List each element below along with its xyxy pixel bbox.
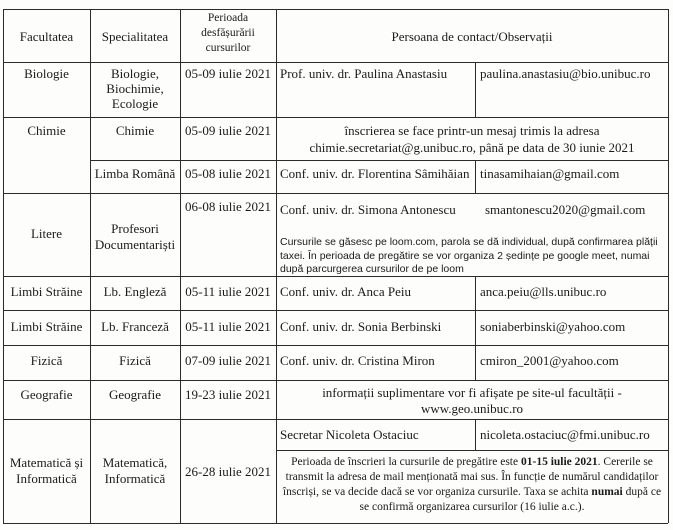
cell-persoana-engleza: Conf. univ. dr. Anca Peiu bbox=[280, 284, 411, 299]
grid-line bbox=[180, 9, 181, 523]
cell-observatii-geografie-2[interactable]: www.geo.unibuc.ro bbox=[420, 401, 524, 416]
grid-line bbox=[475, 160, 476, 193]
grid-line bbox=[3, 345, 668, 346]
cell-persoana-franceza: Conf. univ. dr. Sonia Berbinski bbox=[280, 319, 442, 334]
cell-perioada-romana: 05-08 iulie 2021 bbox=[185, 166, 271, 181]
cell-observatii-profesori: Cursurile se găsesc pe loom.com, parola se dă individual, după confirmarea plății taxei. În perioada de pregătire se vor organiza 2 ședințe pe google meet, numai după parcurgerea cursurilor de pe loom bbox=[280, 236, 658, 276]
cell-specialitate-franceza: Lb. Franceză bbox=[101, 319, 169, 334]
grid-line bbox=[668, 9, 669, 523]
header-perioada-3: cursurilor bbox=[205, 42, 251, 54]
cell-specialitate-geografie: Geografie bbox=[109, 387, 161, 402]
cell-specialitate-profesori-2: Documentariști bbox=[94, 237, 176, 252]
cell-specialitate-romana: Limba Română bbox=[94, 166, 176, 181]
cell-perioada-biologie: 05-09 iulie 2021 bbox=[185, 66, 271, 81]
cell-perioada-chimie: 05-09 iulie 2021 bbox=[185, 123, 271, 138]
cell-persoana-profesori: Conf. univ. dr. Simona Antonescu bbox=[280, 202, 456, 217]
grid-line bbox=[3, 9, 4, 523]
cell-facultate-engleza: Limbi Străine bbox=[10, 284, 83, 299]
cell-facultate-chimie: Chimie bbox=[27, 123, 66, 138]
cell-email-matematica[interactable]: nicoleta.ostaciuc@fmi.unibuc.ro bbox=[480, 427, 650, 442]
cell-specialitate-engleza: Lb. Engleză bbox=[103, 284, 167, 299]
header-facultate: Facultatea bbox=[19, 29, 74, 44]
header-contact: Persoana de contact/Observații bbox=[391, 29, 553, 44]
cell-perioada-franceza: 05-11 iulie 2021 bbox=[185, 319, 271, 334]
cell-specialitate-profesori-1: Profesori bbox=[111, 221, 159, 236]
cell-email-biologie[interactable]: paulina.anastasiu@bio.unibuc.ro bbox=[480, 66, 651, 81]
cell-observatii-chimie-2: chimie.secretariat@g.unibuc.ro, până pe data de 30 iunie 2021 bbox=[309, 140, 635, 155]
cell-email-fizica[interactable]: cmiron_2001@yahoo.com bbox=[480, 353, 619, 368]
obs-text-a: Perioada de înscrieri la cursurile de pregătire este bbox=[291, 456, 519, 468]
header-perioada-2: desfășurării bbox=[201, 27, 255, 39]
grid-line bbox=[3, 117, 668, 118]
grid-line bbox=[3, 419, 668, 420]
grid-line bbox=[475, 419, 476, 450]
grid-line bbox=[3, 310, 668, 311]
cell-specialitate-biologie-2: Biochimie, bbox=[106, 81, 164, 96]
cell-specialitate-biologie-3: Ecologie bbox=[111, 96, 159, 111]
cell-observatii-chimie-1: înscrierea se face printr-un mesaj trimis la adresa bbox=[344, 123, 600, 138]
cell-observatii-matematica bbox=[280, 455, 664, 515]
cell-perioada-profesori: 06-08 iulie 2021 bbox=[185, 199, 271, 214]
obs-date-bold: 01-15 iulie 2021 bbox=[520, 456, 598, 468]
obs-numai-bold: numai bbox=[591, 485, 623, 498]
cell-persoana-romana: Conf. univ. dr. Florentina Sâmihăian bbox=[280, 166, 470, 181]
header-specialitate: Specialitatea bbox=[101, 29, 169, 44]
cell-perioada-geografie: 19-23 iulie 2021 bbox=[185, 387, 271, 402]
cell-specialitate-chimie: Chimie bbox=[115, 123, 155, 138]
cell-facultate-litere: Litere bbox=[30, 226, 63, 241]
grid-line bbox=[475, 276, 476, 380]
grid-line bbox=[90, 160, 668, 161]
grid-line bbox=[3, 193, 668, 194]
grid-line bbox=[3, 523, 668, 524]
cell-specialitate-matematica-1: Matematică, bbox=[102, 455, 168, 470]
cell-email-engleza[interactable]: anca.peiu@lls.unibuc.ro bbox=[480, 284, 607, 299]
grid-line bbox=[276, 9, 277, 523]
grid-line bbox=[475, 62, 476, 117]
grid-line bbox=[3, 9, 668, 10]
obs-text-c: . Cererile se transmit la adresa de mail menționată mai sus. În funcție de numărul candidaților înscriși, se va decide dacă se vor organiza cursurile. Taxa se achita bbox=[282, 456, 659, 498]
cell-specialitate-fizica: Fizică bbox=[119, 353, 151, 368]
cell-perioada-engleza: 05-11 iulie 2021 bbox=[185, 284, 271, 299]
cell-perioada-matematica: 26-28 iulie 2021 bbox=[185, 464, 271, 479]
grid-line bbox=[276, 450, 668, 451]
grid-line bbox=[3, 380, 668, 381]
grid-line bbox=[3, 62, 668, 63]
cell-email-franceza[interactable]: soniaberbinski@yahoo.com bbox=[480, 319, 626, 334]
cell-facultate-matematica-2: Informatică bbox=[16, 471, 77, 486]
header-perioada-1: Perioada bbox=[207, 12, 249, 24]
cell-facultate-biologie: Biologie bbox=[24, 66, 69, 81]
obs-text-e: după ce se confirmă organizarea cursurilor (16 iulie a.c.). bbox=[359, 485, 662, 513]
cell-email-romana[interactable]: tinasamihaian@gmail.com bbox=[480, 166, 620, 181]
cell-persoana-biologie: Prof. univ. dr. Paulina Anastasiu bbox=[280, 66, 448, 81]
cell-facultate-geografie: Geografie bbox=[20, 387, 73, 402]
cell-email-profesori[interactable]: smantonescu2020@gmail.com bbox=[485, 202, 646, 217]
cell-specialitate-matematica-2: Informatică bbox=[104, 471, 166, 486]
cell-perioada-fizica: 07-09 iulie 2021 bbox=[185, 353, 271, 368]
cell-observatii-geografie-1: informații suplimentare vor fi afișate pe site-ul facultății - bbox=[322, 385, 622, 400]
cell-persoana-fizica: Conf. univ. dr. Cristina Miron bbox=[280, 353, 435, 368]
cell-specialitate-biologie-1: Biologie, bbox=[110, 66, 160, 81]
cell-facultate-matematica-1: Matematică și bbox=[9, 455, 84, 470]
cell-facultate-franceza: Limbi Străine bbox=[10, 319, 83, 334]
cell-facultate-fizica: Fizică bbox=[30, 353, 63, 368]
cell-persoana-matematica: Secretar Nicoleta Ostaciuc bbox=[280, 427, 419, 442]
